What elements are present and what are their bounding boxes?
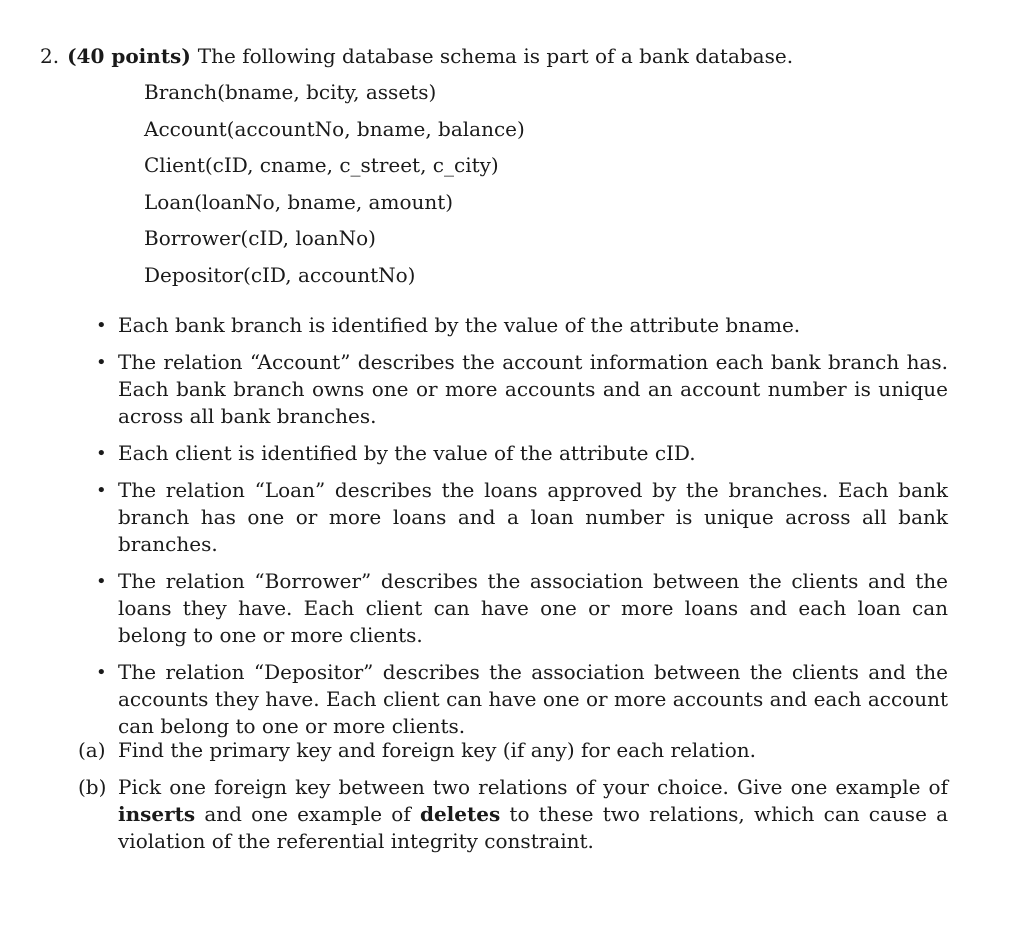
subquestion-a-text: Find the primary key and foreign key (if any) for each relation. <box>118 738 756 762</box>
question-number: 2. <box>40 44 60 68</box>
constraint-text: Each client is identified by the value of the attribute cID. <box>118 441 696 465</box>
subquestion-b-text-1: Pick one foreign key between two relations of your choice. Give one example of <box>118 775 948 799</box>
schema-list <box>144 78 525 297</box>
bullet-icon: • <box>96 571 107 592</box>
subquestion-a-label: (a) <box>78 738 106 762</box>
constraints-list <box>96 312 948 750</box>
question-header <box>40 42 793 70</box>
constraint-text: The relation “Depositor” describes the association between the clients and the accounts they have. Each client can have one or more accounts and each account can belong to one or more clients. <box>118 660 948 738</box>
constraint-item <box>96 477 948 558</box>
subquestion-a <box>78 737 948 764</box>
schema-relation-branch: Branch(bname, bcity, assets) <box>144 80 437 104</box>
schema-relation-borrower: Borrower(cID, loanNo) <box>144 226 376 250</box>
subquestion-b-text-3: to these two relations, which can cause a violation of the referential integrity constraint. <box>118 802 949 853</box>
subquestion-b-text-2: and one example of <box>204 802 411 826</box>
constraint-item <box>96 312 948 339</box>
constraint-text: The relation “Loan” describes the loans approved by the branches. Each bank branch has one or more loans and a loan number is unique across all bank branches. <box>118 478 948 556</box>
schema-relation-depositor: Depositor(cID, accountNo) <box>144 262 416 287</box>
schema-relation-account: Account(accountNo, bname, balance) <box>144 116 525 141</box>
schema-relation-client: Client(cID, cname, c_street, c_city) <box>144 153 499 177</box>
constraint-text: The relation “Borrower” describes the association between the clients and the loans they have. Each client can have one or more loans and each loan can belong to one or more clients. <box>118 569 948 647</box>
subquestion-b-inserts: inserts <box>118 802 196 826</box>
bullet-icon: • <box>96 315 107 336</box>
constraint-item <box>96 659 948 740</box>
constraint-item <box>96 349 948 430</box>
subquestion-b-label: (b) <box>78 775 107 799</box>
subquestions-list <box>78 737 949 865</box>
bullet-icon: • <box>96 352 107 373</box>
schema-relation-loan: Loan(loanNo, bname, amount) <box>144 189 454 214</box>
constraint-item <box>96 568 948 649</box>
subquestion-b-deletes: deletes <box>419 802 501 826</box>
constraint-text: Each bank branch is identified by the value of the attribute bname. <box>118 313 801 337</box>
question-points: (40 points) <box>67 44 191 68</box>
question-intro: The following database schema is part of a bank database. <box>197 44 794 68</box>
bullet-icon: • <box>96 443 107 464</box>
constraint-item <box>96 440 948 467</box>
subquestion-b <box>78 774 949 855</box>
bullet-icon: • <box>96 662 107 683</box>
bullet-icon: • <box>96 480 107 501</box>
constraint-text: The relation “Account” describes the account information each bank branch has. Each bank branch owns one or more accounts and an account number is unique across all bank branches. <box>118 350 948 428</box>
